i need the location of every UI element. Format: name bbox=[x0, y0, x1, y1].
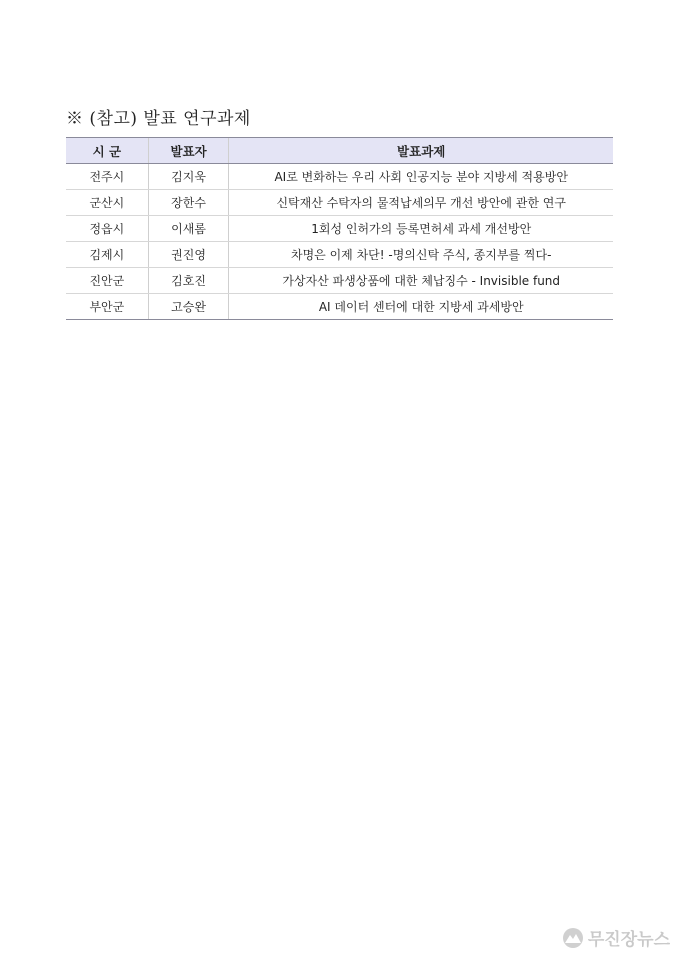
header-city: 시 군 bbox=[66, 138, 148, 164]
mountain-logo-icon bbox=[562, 927, 584, 949]
cell-city: 전주시 bbox=[66, 164, 148, 190]
cell-city: 군산시 bbox=[66, 190, 148, 216]
table-header-row bbox=[66, 138, 613, 164]
cell-presenter: 김호진 bbox=[148, 268, 229, 294]
table-row bbox=[66, 216, 613, 242]
cell-presenter: 고승완 bbox=[148, 294, 229, 320]
table-row bbox=[66, 190, 613, 216]
table-row bbox=[66, 268, 613, 294]
cell-presenter: 장한수 bbox=[148, 190, 229, 216]
watermark-text: 무진장뉴스 bbox=[587, 930, 670, 950]
cell-topic: AI로 변화하는 우리 사회 인공지능 분야 지방세 적용방안 bbox=[229, 164, 613, 190]
cell-city: 부안군 bbox=[66, 294, 148, 320]
header-presenter: 발표자 bbox=[148, 138, 229, 164]
cell-topic: 신탁재산 수탁자의 물적납세의무 개선 방안에 관한 연구 bbox=[229, 190, 613, 216]
research-task-table bbox=[66, 137, 613, 320]
cell-topic: 가상자산 파생상품에 대한 체납징수 - Invisible fund bbox=[229, 268, 613, 294]
header-topic: 발표과제 bbox=[229, 138, 613, 164]
cell-city: 진안군 bbox=[66, 268, 148, 294]
table-row bbox=[66, 294, 613, 320]
cell-city: 김제시 bbox=[66, 242, 148, 268]
cell-topic: 차명은 이제 차단! -명의신탁 주식, 종지부를 찍다- bbox=[229, 242, 613, 268]
cell-topic: 1회성 인허가의 등록면허세 과세 개선방안 bbox=[229, 216, 613, 242]
cell-presenter: 김지욱 bbox=[148, 164, 229, 190]
watermark bbox=[562, 925, 670, 950]
table-row bbox=[66, 164, 613, 190]
cell-presenter: 이새롬 bbox=[148, 216, 229, 242]
cell-city: 정읍시 bbox=[66, 216, 148, 242]
section-heading: ※ (참고) 발표 연구과제 bbox=[66, 109, 251, 129]
cell-presenter: 권진영 bbox=[148, 242, 229, 268]
cell-topic: AI 데이터 센터에 대한 지방세 과세방안 bbox=[229, 294, 613, 320]
table-row bbox=[66, 242, 613, 268]
